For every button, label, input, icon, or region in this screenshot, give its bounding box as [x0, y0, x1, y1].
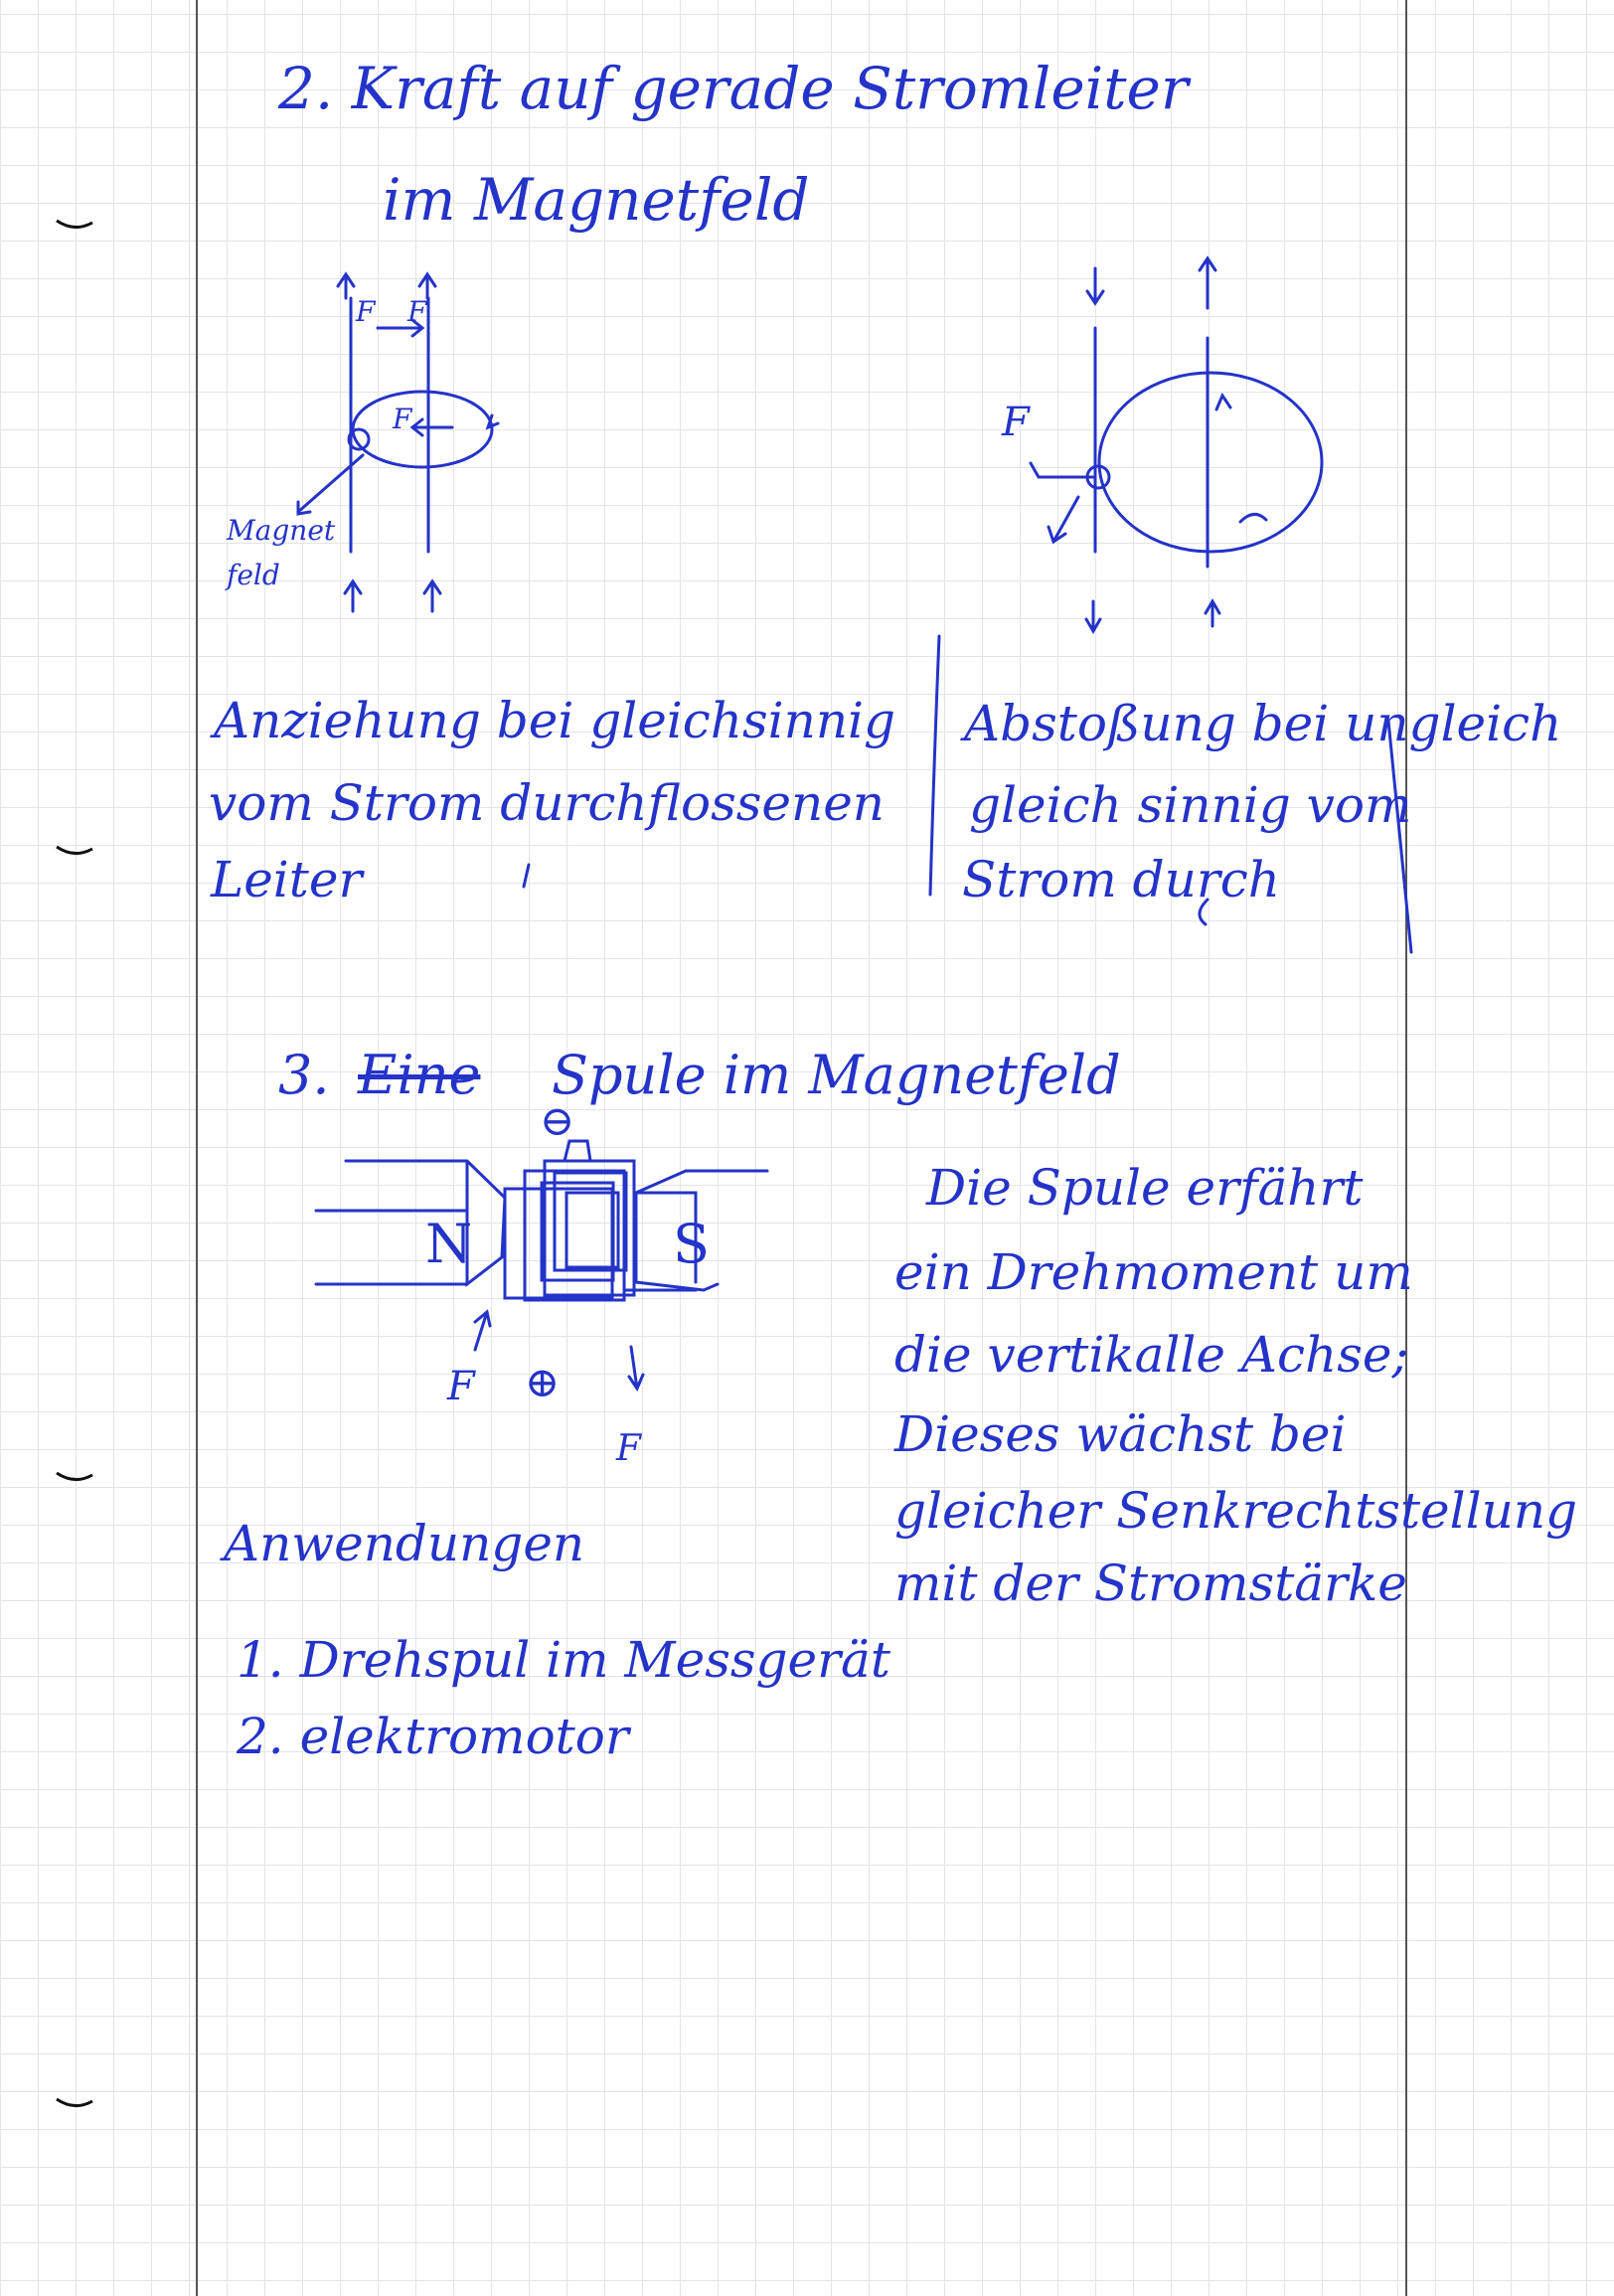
- caption-left-line3: Leiter: [211, 851, 363, 908]
- caption-right-line1: Abstoßung bei ungleich: [964, 695, 1562, 752]
- magnet-south-label: S: [673, 1213, 710, 1275]
- magnet-north-label: N: [425, 1213, 473, 1275]
- caption-left-line1: Anziehung bei gleichsinnig: [214, 692, 896, 749]
- section-3-struck-word: Eine: [358, 1044, 481, 1106]
- section-2-heading-line2: im Magnetfeld: [383, 166, 810, 234]
- field-label-line2: feld: [227, 559, 280, 591]
- force-label-left-top-2: F: [407, 295, 427, 328]
- applications-heading: Anwendungen: [224, 1515, 585, 1572]
- force-label-right: F: [1002, 400, 1030, 445]
- coil-description-line2: ein Drehmoment um: [894, 1243, 1413, 1301]
- section-2-heading: 2. Kraft auf gerade Stromleiter: [278, 55, 1189, 122]
- coil-description-line5: gleicher Senkrechtstellung: [894, 1482, 1578, 1540]
- force-label-left-top: F: [356, 295, 376, 328]
- field-label-line1: Magnet: [227, 514, 336, 547]
- section-3-heading: Spule im Magnetfeld: [552, 1044, 1121, 1106]
- force-label-coil-left: F: [447, 1364, 475, 1409]
- terminal-plus: ⊕: [525, 1358, 561, 1406]
- caption-right-line2: gleich sinnig vom: [969, 776, 1412, 834]
- coil-description-line6: mit der Stromstärke: [894, 1555, 1407, 1612]
- force-label-coil-right: F: [616, 1428, 641, 1469]
- terminal-minus: ⊖: [540, 1096, 575, 1145]
- caption-right-line3: Strom durch: [962, 851, 1280, 908]
- application-item-1: 1. Drehspul im Messgerät: [237, 1631, 890, 1689]
- coil-description-line4: Dieses wächst bei: [894, 1405, 1347, 1463]
- caption-left-line2: vom Strom durchflossenen: [209, 774, 885, 832]
- coil-description-line1: Die Spule erfährt: [926, 1159, 1364, 1217]
- force-label-left-mid: F: [393, 403, 412, 435]
- section-3-number: 3.: [278, 1044, 330, 1106]
- coil-description-line3: die vertikalle Achse;: [894, 1326, 1409, 1384]
- application-item-2: 2. elektromotor: [237, 1708, 629, 1765]
